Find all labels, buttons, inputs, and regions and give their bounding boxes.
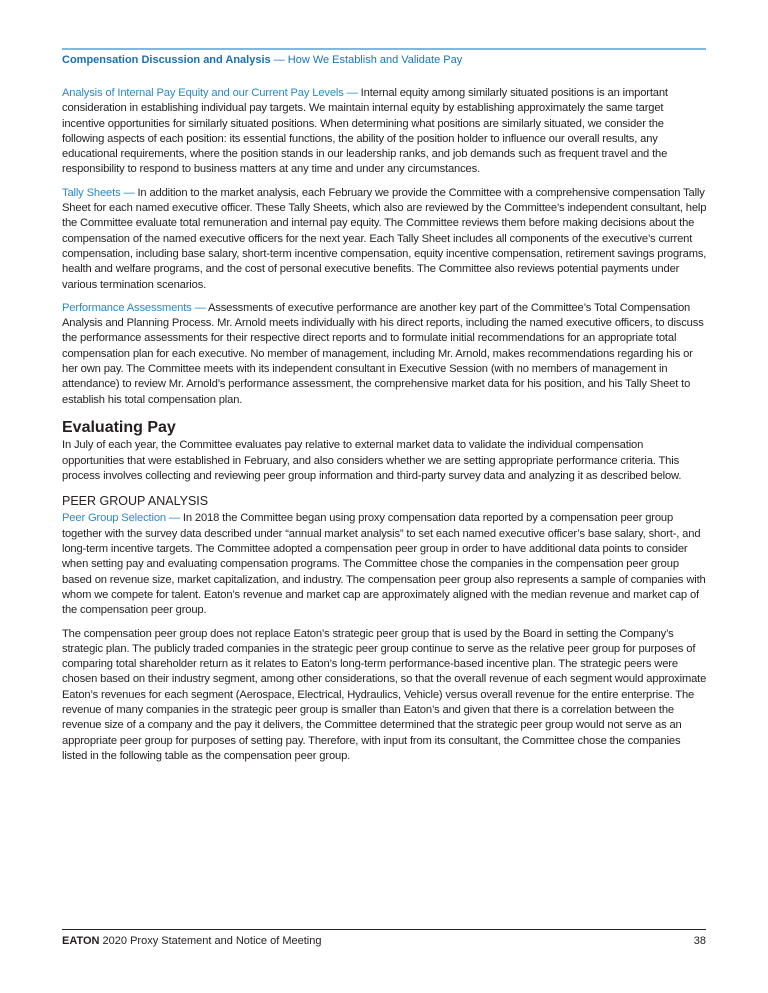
paragraph-strategic-peer-group: The compensation peer group does not replace Eaton’s strategic peer group that is used by the Board in setting the Company’s strategic plan. The publicly traded companies in the strategic peer group continue to serve as the relative peer group for purposes of comparing total shareholder return as it relates to Eaton’s long-term performance-based incentive plan. The strategic peers were chosen based on their industry segment, among other considerations, so that the overall revenue of each segment would approximate Eaton’s revenues for each segment (Aerospace, Electrical, Hydraulics, Vehicle) versus overall revenue for the entire enterprise. The revenue of many companies in the strategic peer group is smaller than Eaton’s and given that there is a correlation between the revenue size of a company and the pay it delivers, the Committee determined that the strategic peer group would not serve as an appropriate peer group for purposes of setting pay. Therefore, with input from its consultant, the Committee chose the companies listed in the following table as the compensation peer group. [62, 627, 707, 762]
paragraph-peer-group-selection [62, 511, 708, 618]
paragraph-lead: Tally Sheets — [62, 186, 135, 199]
heading-peer-group-analysis: PEER GROUP ANALYSIS [62, 494, 209, 509]
paragraph-text: Internal equity among similarly situated positions is an important consideration in establishing individual pay targets. We maintain internal equity by establishing approximately the same target incentive opportunities for similarly situated positions. When determining what positions are similarly situated, we consider the following aspects of each position: its essential functions, the ability of the position holder to influence our overall results, any educational requirements, where the position stands in our leadership ranks, and job demands such as frequent travel and the responsibility to respond to business matters at any time and under any circumstances. [62, 87, 668, 176]
footer-brand: EATON [62, 935, 100, 947]
running-header [62, 54, 462, 66]
page-body [62, 86, 708, 772]
footer-title: 2020 Proxy Statement and Notice of Meeting [99, 935, 322, 947]
header-rule [62, 48, 706, 50]
header-section: Compensation Discussion and Analysis [62, 54, 271, 66]
footer [62, 935, 321, 947]
paragraph-evaluating-pay: In July of each year, the Committee evaluates pay relative to external market data to validate the individual compensation opportunities that were established in February, and also considers whether we are setting appropriate performance criteria. This process involves collecting and reviewing peer group information and third-party survey data and analyzing it as described below. [62, 439, 682, 482]
paragraph-lead: Performance Assessments — [62, 301, 206, 314]
paragraph-text: In 2018 the Committee began using proxy compensation data reported by a compensation peer group together with the survey data described under “annual market analysis” to set each named executive officer’s base salary, short-, and long-term incentive targets. The Committee adopted a compensation peer group in order to have additional data points to consider when setting pay and evaluating compensation programs. The Committee chose the companies in the compensation peer group based on revenue size, market capitalization, and industry. The compensation peer group also represents a sample of companies with whom we compete for talent. Eaton’s revenue and market cap are approximately aligned with the median revenue and market cap of the compensation peer group. [62, 512, 706, 617]
paragraph-text: Assessments of executive performance are another key part of the Committee’s Total Compensation Analysis and Planning Process. Mr. Arnold meets individually with his direct reports, including the named executive officers, to discuss the performance assessments for their respective direct reports and to formulate initial recommendations for an appropriate total compensation plan for each executive. No member of management, including Mr. Arnold, makes recommendations regarding his or her own pay. The Committee meets with its independent consultant in Executive Session (with no members of management in attendance) to review Mr. Arnold’s performance assessment, the comprehensive market data for his position, and his Tally Sheet to establish his total compensation plan. [62, 301, 704, 406]
page-number: 38 [693, 935, 706, 947]
paragraph-performance-assessments [62, 301, 708, 408]
paragraph-tally-sheets [62, 186, 708, 293]
footer-rule [62, 929, 706, 930]
paragraph-internal-pay-equity [62, 86, 708, 178]
paragraph-lead: Analysis of Internal Pay Equity and our Current Pay Levels — [62, 87, 358, 99]
heading-evaluating-pay: Evaluating Pay [62, 418, 176, 436]
paragraph-lead: Peer Group Selection — [62, 512, 180, 525]
header-subsection: — How We Establish and Validate Pay [273, 54, 463, 66]
paragraph-text: In addition to the market analysis, each February we provide the Committee with a comprehensive compensation Tally Sheet for each named executive officer. These Tally Sheets, which also are reviewed by the Committee’s independent consultant, help the Committee evaluate total remuneration and internal pay equity. The Committee reviews them before making decisions about the compensation of the named executive officers for the next year. Each Tally Sheet includes all components of the executive’s current compensation, including base salary, short-term incentive compensation, equity incentive compensation, retirement savings programs, health and welfare programs, and the cost of personal executive benefits. The Committee also reviews potential payments under various termination scenarios. [62, 186, 707, 291]
